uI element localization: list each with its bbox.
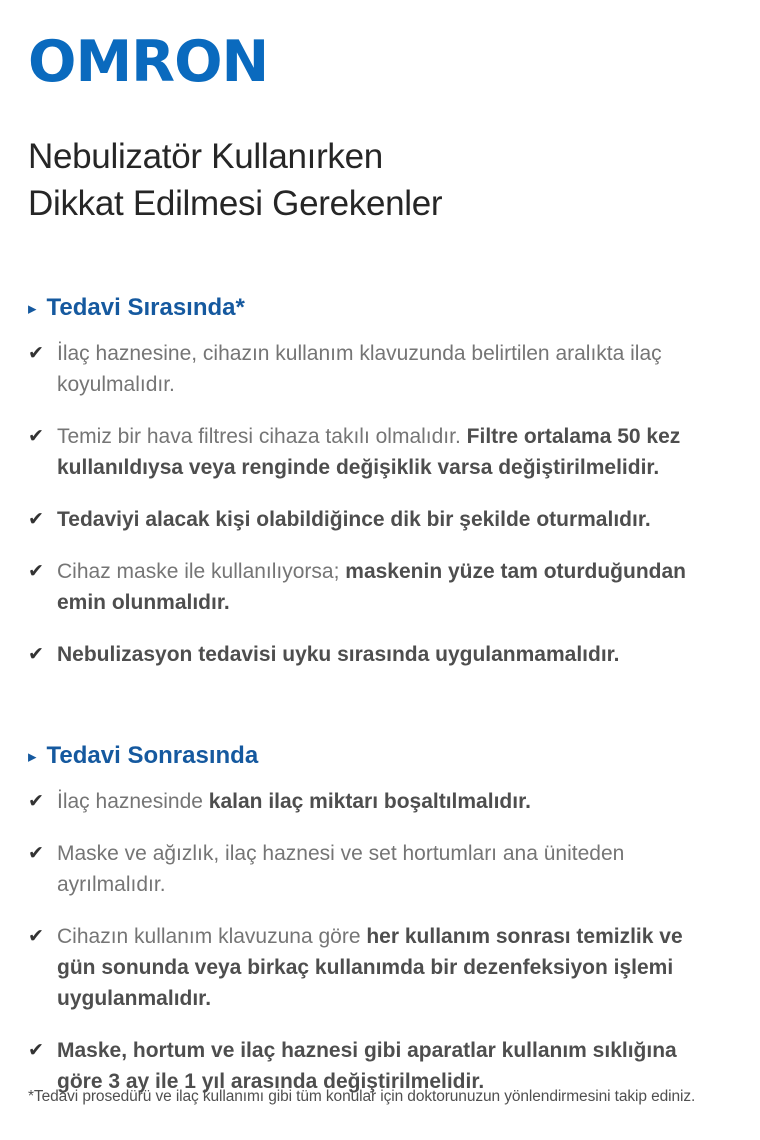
check-icon: ✔ xyxy=(28,643,44,665)
checklist-item xyxy=(28,639,726,670)
check-icon: ✔ xyxy=(28,560,44,582)
checklist-item-text: İlaç haznesine, cihazın kullanım klavuzunda belirtilen aralıkta ilaç koyulmalıdır. xyxy=(57,341,662,396)
check-icon: ✔ xyxy=(28,842,44,864)
check-icon: ✔ xyxy=(28,1039,44,1061)
checklist-item xyxy=(28,786,726,817)
check-icon: ✔ xyxy=(28,790,44,812)
triangle-marker-icon: ▸ xyxy=(28,299,37,318)
checklist-item xyxy=(28,421,726,483)
checklist-item xyxy=(28,504,726,535)
checklist-item-text: Maske, hortum ve ilaç haznesi gibi aparatlar kullanım sıklığına göre 3 ay ile 1 yıl arasında değiştirilmelidir. xyxy=(57,1038,677,1093)
section-after-treatment xyxy=(28,742,726,1097)
after-treatment-checklist xyxy=(28,786,726,1097)
checklist-item xyxy=(28,556,726,618)
check-icon: ✔ xyxy=(28,425,44,447)
section-during-treatment-heading xyxy=(28,294,726,322)
check-icon: ✔ xyxy=(28,508,44,530)
check-icon: ✔ xyxy=(28,342,44,364)
checklist-item-text: Nebulizasyon tedavisi uyku sırasında uygulanmamalıdır. xyxy=(57,642,620,666)
checklist-item xyxy=(28,921,726,1014)
checklist-item-text: İlaç haznesinde kalan ilaç miktarı boşaltılmalıdır. xyxy=(57,789,531,813)
checklist-item-text: Cihazın kullanım klavuzuna göre her kullanım sonrası temizlik ve gün sonunda veya birkaç kullanımda bir dezenfeksiyon işlemi uygulanmalıdır. xyxy=(57,924,683,1010)
checklist-item-text: Maske ve ağızlık, ilaç haznesi ve set hortumları ana üniteden ayrılmalıdır. xyxy=(57,841,625,896)
page-title-line1: Nebulizatör Kullanırken xyxy=(28,137,383,176)
checklist-item xyxy=(28,838,726,900)
checklist-item-text: Tedaviyi alacak kişi olabildiğince dik bir şekilde oturmalıdır. xyxy=(57,507,651,531)
omron-logo: OMRON xyxy=(28,29,269,95)
page-title-line2: Dikkat Edilmesi Gerekenler xyxy=(28,184,443,224)
triangle-marker-icon: ▸ xyxy=(28,747,37,766)
checklist-item xyxy=(28,338,726,400)
checklist-item-text: Temiz bir hava filtresi cihaza takılı olmalıdır. Filtre ortalama 50 kez kullanıldıysa veya renginde değişiklik varsa değiştirilmelidir. xyxy=(57,424,681,479)
checklist-item-text: Cihaz maske ile kullanılıyorsa; maskenin yüze tam oturduğundan emin olunmalıdır. xyxy=(57,559,686,614)
section-after-treatment-heading xyxy=(28,742,726,770)
check-icon: ✔ xyxy=(28,925,44,947)
section-heading-label: Tedavi Sonrasında xyxy=(46,741,259,769)
section-heading-label: Tedavi Sırasında* xyxy=(46,293,245,321)
during-treatment-checklist xyxy=(28,338,726,670)
page-title xyxy=(28,133,726,228)
section-during-treatment xyxy=(28,294,726,670)
footnote: *Tedavi prosedürü ve ilaç kullanımı gibi tüm konular için doktorunuzun yönlendirmesini takip ediniz. xyxy=(28,1088,696,1105)
